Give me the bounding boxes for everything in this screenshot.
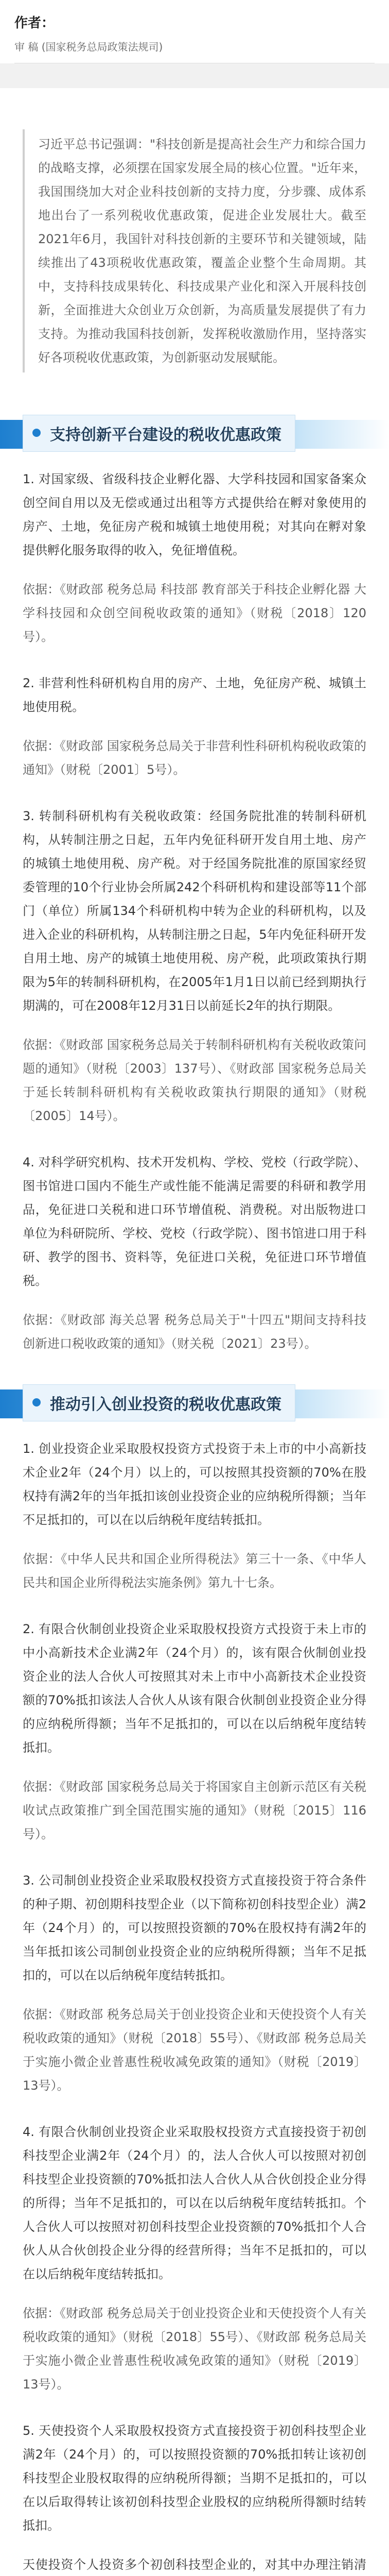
policy-basis-text: 依据：《财政部 国家税务总局关于非营利性科研机构税收政策的通知》（财税〔2001〕5号）。 bbox=[23, 739, 366, 777]
article-meta bbox=[0, 0, 389, 63]
policy-basis-text: 依据：《财政部 国家税务总局关于将国家自主创新示范区有关税收试点政策推广到全国范围实施的通知》（财税〔2015〕116号）。 bbox=[23, 1780, 366, 1841]
bullet-dot-icon bbox=[32, 1398, 41, 1406]
policy-basis bbox=[23, 1547, 366, 1595]
reviewer-label: 审 稿 bbox=[14, 41, 39, 53]
policy-basis-text: 依据：《财政部 税务总局关于创业投资企业和天使投资个人有关税收政策的通知》（财税〔2018〕55号）、《财政部 税务总局关于实施小微企业普惠性税收减免政策的通知》（财税〔2019〕13号）。 bbox=[23, 2306, 366, 2392]
policy-basis bbox=[23, 2301, 366, 2396]
policy-item: 2. 非营利性科研机构自用的房产、土地，免征房产税、城镇土地使用税。 bbox=[23, 676, 366, 714]
policy-basis-text: 依据：《财政部 海关总署 税务总局关于"十四五"期间支持科技创新进口税收政策的通知》（财关税〔2021〕23号）。 bbox=[23, 1313, 366, 1351]
policy-item: 1. 对国家级、省级科技企业孵化器、大学科技园和国家备案众创空间自用以及无偿或通过出租等方式提供给在孵对象使用的房产、土地，免征房产税和城镇土地使用税；对其向在孵对象提供孵化服务取得的收入，免征增值税。 bbox=[23, 472, 366, 557]
policy-basis-text: 依据：《财政部 国家税务总局关于转制科研机构有关税收政策问题的通知》（财税〔2003〕137号）、《财政部 国家税务总局关于延长转制科研机构有关税收政策执行期限的通知》（财税〔2005〕14号）。 bbox=[23, 1038, 366, 1123]
policy-basis-text: 依据：《财政部 税务总局 科技部 教育部关于科技企业孵化器 大学科技园和众创空间税收政策的通知》（财税〔2018〕120号）。 bbox=[23, 582, 366, 644]
section-title-box bbox=[23, 1384, 295, 1421]
policy-item: 4. 有限合伙制创业投资企业采取股权投资方式直接投资于初创科技型企业满2年（24个月）的，法人合伙人可以按照对初创科技型企业投资额的70%抵扣法人合伙人从合伙创投企业分得的所得；当年不足抵扣的，可以在以后纳税年度结转抵扣。个人合伙人可以按照对初创科技型企业投资额的70%抵扣个人合伙人从合伙创投企业分得的经营所得；当年不足抵扣的，可以在以后纳税年度结转抵扣。 bbox=[23, 2125, 366, 2281]
section-content-venture-capital bbox=[0, 1437, 389, 2576]
policy-item: 3. 公司制创业投资企业采取股权投资方式直接投资于符合条件的种子期、初创期科技型企业（以下简称初创科技型企业）满2年（24个月）的，可以按照投资额的70%在股权持有满2年的当年抵扣该公司制创业投资企业的应纳税所得额；当年不足抵扣的，可以在以后纳税年度结转抵扣。 bbox=[23, 1873, 366, 1982]
reviewer-value: (国家税务总局政策法规司) bbox=[41, 41, 163, 53]
policy-basis-text: 依据：《中华人民共和国企业所得税法》第三十一条、《中华人民共和国企业所得税法实施条例》第九十七条。 bbox=[23, 1552, 366, 1590]
policy-item: 1. 创业投资企业采取股权投资方式投资于未上市的中小高新技术企业2年（24个月）以上的，可以按照其投资额的70%在股权持有满2年的当年抵扣该创业投资企业的应纳税所得额；当年不足抵扣的，可以在以后纳税年度结转抵扣。 bbox=[23, 1442, 366, 1527]
reviewer-line bbox=[14, 39, 375, 63]
section-header-venture-capital bbox=[0, 1378, 389, 1426]
policy-basis bbox=[23, 1775, 366, 1846]
separator-band bbox=[0, 63, 389, 88]
policy-basis bbox=[23, 1033, 366, 1128]
policy-basis bbox=[23, 2003, 366, 2097]
policy-basis-text: 依据：《财政部 税务总局关于创业投资企业和天使投资个人有关税收政策的通知》（财税〔2018〕55号）、《财政部 税务总局关于实施小微企业普惠性税收减免政策的通知》（财税〔2019〕13号）。 bbox=[23, 2007, 366, 2093]
section-title-box bbox=[23, 415, 295, 452]
policy-item: 天使投资个人投资多个初创科技型企业的，对其中办理注销清 bbox=[23, 2557, 366, 2572]
intro-quote: 习近平总书记强调："科技创新是提高社会生产力和综合国力的战略支撑，必须摆在国家发展全局的核心位置。"近年来，我国围绕加大对企业科技创新的支持力度，分步骤、成体系地出台了一系列税收优惠政策，促进企业发展壮大。截至2021年6月，我国针对科技创新的主要环节和关键领域，陆续推出了43项税收优惠政策，覆盖企业整个生命周期。其中，支持科技成果转化、科技成果产业化和深入开展科技创新，全面推进大众创业万众创新，为高质量发展提供了有力支持。为推动我国科技创新，发挥税收激励作用，坚持落实好各项税收优惠政策，为创新驱动发展赋能。 bbox=[23, 129, 366, 372]
policy-basis bbox=[23, 1308, 366, 1355]
policy-basis bbox=[23, 578, 366, 649]
section-title: 支持创新平台建设的税收优惠政策 bbox=[50, 426, 281, 444]
policy-item: 3. 转制科研机构有关税收政策：经国务院批准的转制科研机构，从转制注册之日起，五年内免征科研开发自用土地、房产的城镇土地使用税、房产税。对于经国务院批准的原国家经贸委管理的10个行业协会所属242个科研机构和建设部等11个部门（单位）所属134个科研机构中转为企业的科研机构，以及进入企业的科研机构，从转制注册之日起，5年内免征科研开发自用土地、房产的城镇土地使用税、房产税，此项政策执行期限为5年的转制科研机构，在2005年1月1日以前已经到期执行期满的，可在2008年12月31日以前延长2年的执行期限。 bbox=[23, 809, 366, 1013]
policy-basis bbox=[23, 734, 366, 782]
section-content-innovation-platform bbox=[0, 467, 389, 1355]
policy-item: 2. 有限合伙制创业投资企业采取股权投资方式投资于未上市的中小高新技术企业满2年（24个月）的，该有限合伙制创业投资企业的法人合伙人可按照其对未上市中小高新技术企业投资额的70%抵扣该法人合伙人从该有限合伙制创业投资企业分得的应纳税所得额；当年不足抵扣的，可以在以后纳税年度结转抵扣。 bbox=[23, 1622, 366, 1755]
section-header-innovation-platform bbox=[0, 409, 389, 456]
author-label: 作者： bbox=[14, 15, 55, 31]
bullet-dot-icon bbox=[32, 429, 41, 437]
policy-item: 4. 对科学研究机构、技术开发机构、学校、党校（行政学院）、图书馆进口国内不能生产或性能不能满足需要的科研和教学用品，免征进口关税和进口环节增值税、消费税。对出版物进口单位为科研院所、学校、党校（行政学院）、图书馆进口用于科研、教学的图书、资料等，免征进口关税，免征进口环节增值税。 bbox=[23, 1155, 366, 1288]
section-title: 推动引入创业投资的税收优惠政策 bbox=[50, 1396, 281, 1414]
policy-item: 5. 天使投资个人采取股权投资方式直接投资于初创科技型企业满2年（24个月）的，可以按照投资额的70%抵扣转让该初创科技型企业股权取得的应纳税所得额；当期不足抵扣的，可以在以后取得转让该初创科技型企业股权的应纳税所得额时结转抵扣。 bbox=[23, 2424, 366, 2533]
